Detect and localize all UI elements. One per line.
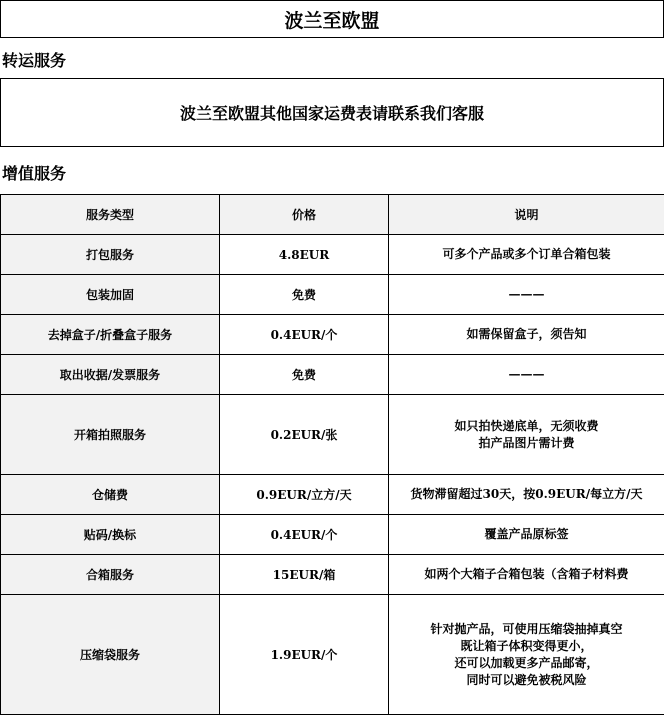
header-price: 价格	[220, 195, 389, 235]
description-line: 既让箱子体积变得更小，	[460, 638, 593, 653]
description-line: 拍产品图片需计费	[478, 435, 575, 450]
price-cell: 0.9EUR/立方/天	[220, 475, 389, 515]
description-line: 如两个大箱子合箱包装（含箱子材料费	[424, 567, 629, 581]
table-row	[1, 475, 664, 515]
table-row	[1, 555, 664, 595]
table-row	[1, 315, 664, 355]
description-cell	[389, 275, 664, 315]
service-type-cell: 包装加固	[1, 275, 220, 315]
table-row	[1, 355, 664, 395]
service-type-cell: 合箱服务	[1, 555, 220, 595]
price-cell: 4.8EUR	[220, 235, 389, 275]
value-added-services-table	[0, 194, 664, 715]
description-cell	[389, 555, 664, 595]
table-row	[1, 235, 664, 275]
table-row	[1, 275, 664, 315]
description-line: 货物滞留超过30天，按0.9EUR/每立方/天	[410, 487, 643, 501]
description-cell	[389, 475, 664, 515]
description-line: ———	[508, 287, 545, 301]
service-type-cell: 压缩袋服务	[1, 595, 220, 715]
price-cell: 1.9EUR/个	[220, 595, 389, 715]
price-cell: 0.2EUR/张	[220, 395, 389, 475]
shipping-notice: 波兰至欧盟其他国家运费表请联系我们客服	[0, 78, 664, 147]
description-cell	[389, 235, 664, 275]
table-header-row	[1, 195, 664, 235]
table-row	[1, 515, 664, 555]
page-title: 波兰至欧盟	[0, 0, 664, 38]
price-cell: 15EUR/箱	[220, 555, 389, 595]
description-cell	[389, 355, 664, 395]
table-row	[1, 395, 664, 475]
price-cell: 免费	[220, 275, 389, 315]
service-type-cell: 打包服务	[1, 235, 220, 275]
service-type-cell: 取出收据/发票服务	[1, 355, 220, 395]
description-cell	[389, 595, 664, 715]
value-added-section-heading: 增值服务	[2, 164, 67, 183]
description-line: 针对抛产品，可使用压缩袋抽掉真空	[430, 621, 623, 636]
description-line: 如只拍快递底单，无须收费	[454, 418, 599, 433]
price-cell: 0.4EUR/个	[220, 315, 389, 355]
shipping-section-heading: 转运服务	[2, 51, 67, 70]
service-type-cell: 去掉盒子/折叠盒子服务	[1, 315, 220, 355]
description-line: 还可以加载更多产品邮寄，	[454, 655, 599, 670]
description-cell	[389, 395, 664, 475]
description-line: 如需保留盒子，须告知	[466, 327, 587, 341]
description-line: 可多个产品或多个订单合箱包装	[442, 247, 611, 261]
description-line: 同时可以避免被税风险	[466, 672, 587, 687]
service-type-cell: 贴码/换标	[1, 515, 220, 555]
header-description: 说明	[389, 195, 664, 235]
description-cell	[389, 315, 664, 355]
price-cell: 免费	[220, 355, 389, 395]
table-row	[1, 595, 664, 715]
service-type-cell: 仓储费	[1, 475, 220, 515]
description-line: 覆盖产品原标签	[484, 527, 569, 541]
description-line: ———	[508, 367, 545, 381]
description-cell	[389, 515, 664, 555]
header-service-type: 服务类型	[1, 195, 220, 235]
service-type-cell: 开箱拍照服务	[1, 395, 220, 475]
price-cell: 0.4EUR/个	[220, 515, 389, 555]
